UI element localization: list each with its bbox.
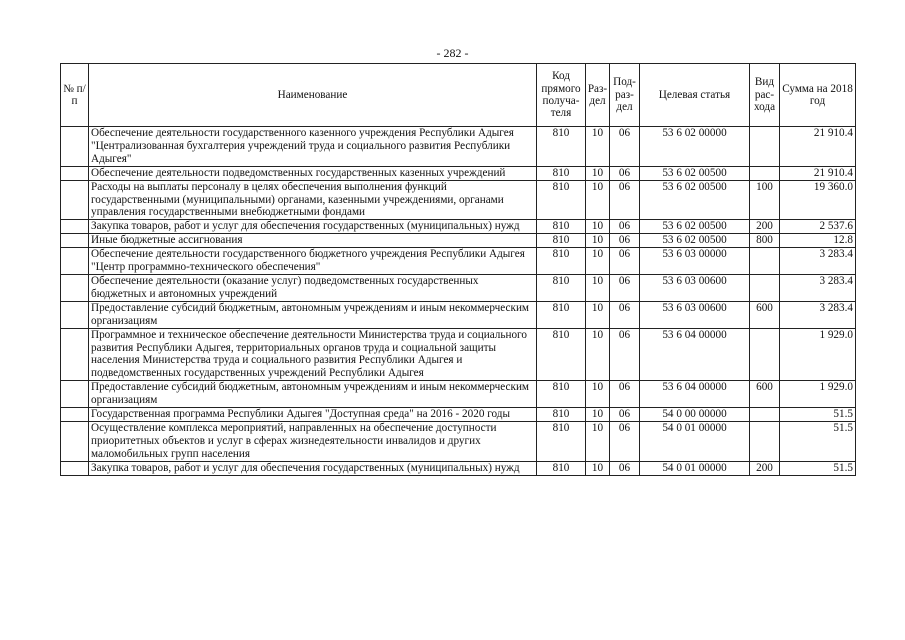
cell-num [61,381,89,408]
table-row [61,301,856,328]
cell-target: 54 0 01 00000 [640,461,750,475]
page-number: - 282 - [436,46,469,60]
cell-expense-type [750,408,780,422]
cell-subsection: 06 [610,180,640,220]
cell-expense-type: 200 [750,220,780,234]
cell-num [61,408,89,422]
header-code: Код прямого получа-теля [537,64,586,127]
cell-target: 53 6 02 00500 [640,220,750,234]
cell-target: 53 6 04 00000 [640,381,750,408]
cell-amount: 51.5 [780,408,856,422]
cell-target: 53 6 04 00000 [640,328,750,381]
cell-code: 810 [537,421,586,461]
header-target: Целевая статья [640,64,750,127]
cell-code: 810 [537,166,586,180]
cell-num [61,301,89,328]
cell-expense-type [750,328,780,381]
cell-section: 10 [586,248,610,275]
cell-subsection: 06 [610,328,640,381]
table-header-row [61,64,856,127]
cell-name: Иные бюджетные ассигнования [89,234,537,248]
cell-subsection: 06 [610,220,640,234]
cell-amount: 3 283.4 [780,301,856,328]
budget-table [60,63,856,476]
cell-num [61,328,89,381]
cell-amount: 21 910.4 [780,166,856,180]
table-row [61,127,856,167]
cell-name: Расходы на выплаты персоналу в целях обеспечения выполнения функций государственными (муниципальными) органами, казенными учреждениями, органами управления государственными внебюджетными фондами [89,180,537,220]
header-section: Раз-дел [586,64,610,127]
cell-subsection: 06 [610,274,640,301]
cell-name: Закупка товаров, работ и услуг для обеспечения государственных (муниципальных) нужд [89,461,537,475]
cell-expense-type: 600 [750,381,780,408]
cell-expense-type [750,127,780,167]
cell-section: 10 [586,220,610,234]
cell-amount: 51.5 [780,461,856,475]
cell-num [61,220,89,234]
cell-section: 10 [586,461,610,475]
cell-expense-type [750,248,780,275]
cell-section: 10 [586,328,610,381]
cell-name: Обеспечение деятельности подведомственных государственных казенных учреждений [89,166,537,180]
cell-amount: 2 537.6 [780,220,856,234]
cell-expense-type: 800 [750,234,780,248]
table-row [61,328,856,381]
cell-num [61,248,89,275]
cell-subsection: 06 [610,408,640,422]
cell-target: 53 6 03 00600 [640,301,750,328]
header-amount: Сумма на 2018 год [780,64,856,127]
cell-expense-type: 200 [750,461,780,475]
cell-subsection: 06 [610,248,640,275]
cell-section: 10 [586,408,610,422]
header-name: Наименование [89,64,537,127]
cell-expense-type [750,166,780,180]
cell-name: Предоставление субсидий бюджетным, автономным учреждениям и иным некоммерческим организациям [89,301,537,328]
cell-target: 53 6 03 00600 [640,274,750,301]
cell-code: 810 [537,127,586,167]
cell-num [61,166,89,180]
table-row [61,408,856,422]
cell-name: Закупка товаров, работ и услуг для обеспечения государственных (муниципальных) нужд [89,220,537,234]
cell-amount: 51.5 [780,421,856,461]
cell-section: 10 [586,166,610,180]
cell-code: 810 [537,461,586,475]
cell-amount: 3 283.4 [780,274,856,301]
cell-target: 54 0 00 00000 [640,408,750,422]
table-row [61,274,856,301]
cell-name: Обеспечение деятельности государственного казенного учреждения Республики Адыгея "Централизованная бухгалтерия учреждений труда и социального развития Республики Адыгея" [89,127,537,167]
cell-amount: 21 910.4 [780,127,856,167]
cell-name: Осуществление комплекса мероприятий, направленных на обеспечение доступности приоритетных объектов и услуг в сферах жизнедеятельности инвалидов и других маломобильных групп населения [89,421,537,461]
table-row [61,180,856,220]
cell-section: 10 [586,180,610,220]
cell-target: 54 0 01 00000 [640,421,750,461]
cell-section: 10 [586,301,610,328]
table-row [61,234,856,248]
cell-amount: 1 929.0 [780,381,856,408]
cell-subsection: 06 [610,381,640,408]
cell-code: 810 [537,301,586,328]
cell-code: 810 [537,381,586,408]
cell-section: 10 [586,234,610,248]
cell-section: 10 [586,381,610,408]
cell-section: 10 [586,274,610,301]
cell-target: 53 6 02 00500 [640,180,750,220]
cell-subsection: 06 [610,234,640,248]
cell-amount: 19 360.0 [780,180,856,220]
cell-name: Программное и техническое обеспечение деятельности Министерства труда и социального развития Республики Адыгея, территориальных органов труда и социальной защиты населения Министерства труда и социального развития Республики Адыгея и подведомственных государственных учреждений Республики Адыгея [89,328,537,381]
cell-expense-type: 100 [750,180,780,220]
table-row [61,166,856,180]
cell-name: Обеспечение деятельности государственного бюджетного учреждения Республики Адыгея "Центр программно-технического обеспечения" [89,248,537,275]
header-expense-type: Вид рас-хода [750,64,780,127]
cell-expense-type [750,421,780,461]
cell-subsection: 06 [610,166,640,180]
cell-name: Государственная программа Республики Адыгея "Доступная среда" на 2016 - 2020 годы [89,408,537,422]
cell-target: 53 6 02 00000 [640,127,750,167]
cell-num [61,421,89,461]
table-row [61,248,856,275]
cell-subsection: 06 [610,301,640,328]
cell-target: 53 6 02 00500 [640,234,750,248]
cell-name: Обеспечение деятельности (оказание услуг) подведомственных государственных бюджетных и автономных учреждений [89,274,537,301]
table-row [61,461,856,475]
cell-subsection: 06 [610,461,640,475]
cell-num [61,127,89,167]
cell-name: Предоставление субсидий бюджетным, автономным учреждениям и иным некоммерческим организациям [89,381,537,408]
cell-num [61,234,89,248]
table-row [61,220,856,234]
header-subsection: Под-раз-дел [610,64,640,127]
cell-num [61,274,89,301]
table-row [61,381,856,408]
cell-target: 53 6 02 00500 [640,166,750,180]
cell-amount: 3 283.4 [780,248,856,275]
cell-section: 10 [586,127,610,167]
cell-code: 810 [537,220,586,234]
cell-target: 53 6 03 00000 [640,248,750,275]
cell-amount: 1 929.0 [780,328,856,381]
cell-num [61,180,89,220]
cell-num [61,461,89,475]
cell-code: 810 [537,248,586,275]
cell-code: 810 [537,408,586,422]
cell-subsection: 06 [610,127,640,167]
cell-section: 10 [586,421,610,461]
cell-code: 810 [537,328,586,381]
table-body [61,127,856,476]
table-row [61,421,856,461]
cell-amount: 12.8 [780,234,856,248]
cell-expense-type [750,274,780,301]
cell-code: 810 [537,234,586,248]
cell-expense-type: 600 [750,301,780,328]
header-num: № п/п [61,64,89,127]
cell-subsection: 06 [610,421,640,461]
cell-code: 810 [537,274,586,301]
cell-code: 810 [537,180,586,220]
